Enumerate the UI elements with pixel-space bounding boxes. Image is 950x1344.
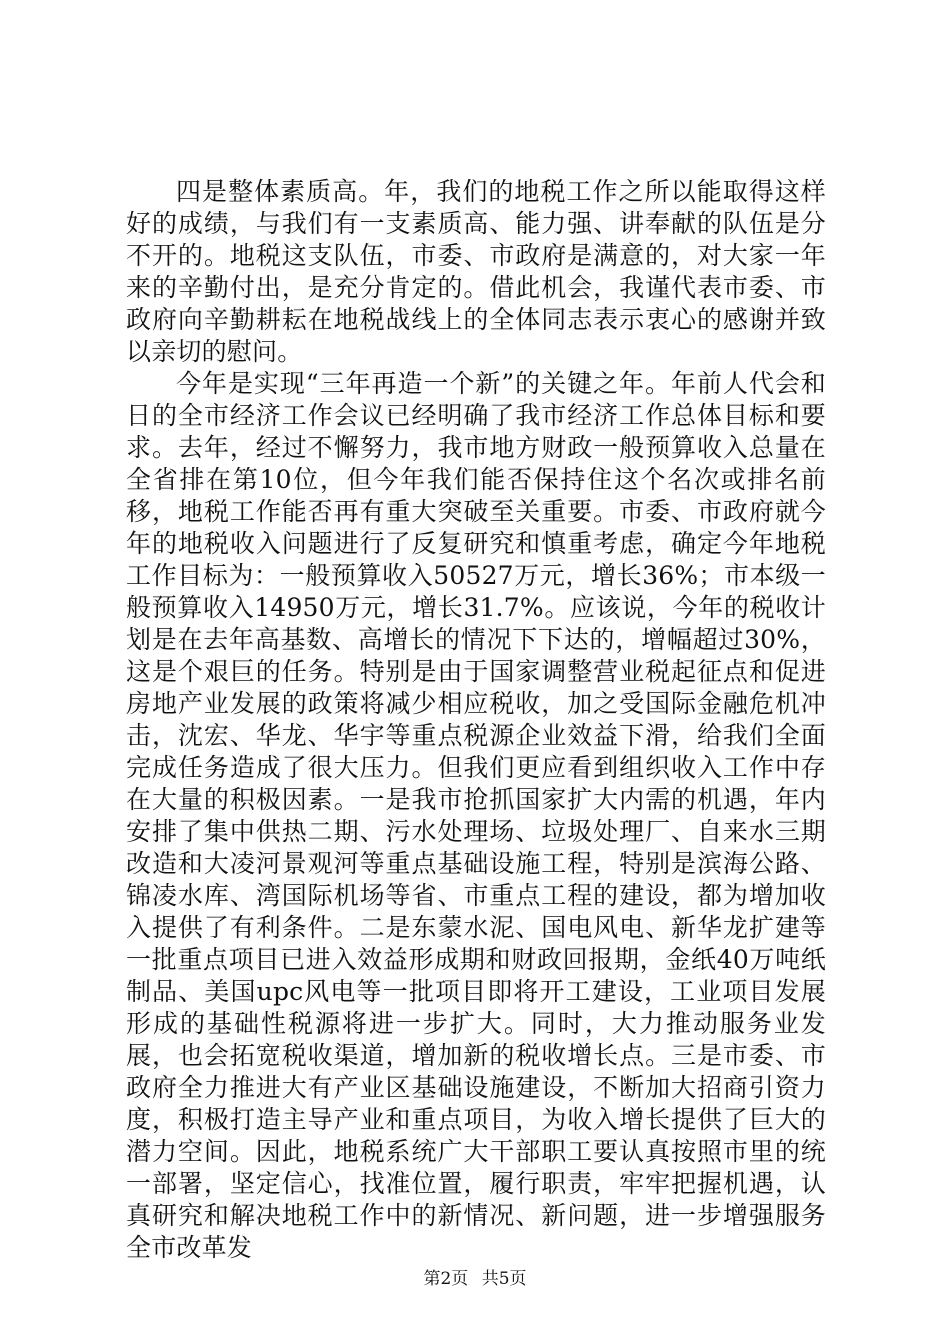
page-number: 第2页 <box>423 1269 469 1289</box>
page-footer <box>0 1264 950 1289</box>
paragraph-1: 四是整体素质高。年，我们的地税工作之所以能取得这样好的成绩，与我们有一支素质高、能力强、讲奉献的队伍是分不开的。地税这支队伍，市委、市政府是满意的，对大家一年来的辛勤付出，是充分肯定的。借此机会，我谨代表市委、市政府向辛勤耕耘在地税战线上的全体同志表示衷心的感谢并致以亲切的慰问。 <box>126 177 826 366</box>
document-body <box>126 176 826 1264</box>
paragraph-2: 今年是实现“三年再造一个新”的关键之年。年前人代会和日的全市经济工作会议已经明确了我市经济工作总体目标和要求。去年，经过不懈努力，我市地方财政一般预算收入总量在全省排在第10位，但今年我们能否保持住这个名次或排名前移，地税工作能否再有重大突破至关重要。市委、市政府就今年的地税收入问题进行了反复研究和慎重考虑，确定今年地税工作目标为：一般预算收入50527万元，增长36%；市本级一般预算收入14950万元，增长31.7%。应该说，今年的税收计划是在去年高基数、高增长的情况下下达的，增幅超过30%，这是个艰巨的任务。特别是由于国家调整营业税起征点和促进房地产业发展的政策将减少相应税收，加之受国际金融危机冲击，沈宏、华龙、华宇等重点税源企业效益下滑，给我们全面完成任务造成了很大压力。但我们更应看到组织收入工作中存在大量的积极因素。一是我市抢抓国家扩大内需的机遇，年内安排了集中供热二期、污水处理场、垃圾处理厂、自来水三期改造和大凌河景观河等重点基础设施工程，特别是滨海公路、锦凌水库、湾国际机场等省、市重点工程的建设，都为增加收入提供了有利条件。二是东蒙水泥、国电风电、新华龙扩建等一批重点项目已进入效益形成期和财政回报期，金纸40万吨纸制品、美国upc风电等一批项目即将开工建设，工业项目发展形成的基础性税源将进一步扩大。同时，大力推动服务业发展，也会拓宽税收渠道，增加新的税收增长点。三是市委、市政府全力推进大有产业区基础设施建设，不断加大招商引资力度，积极打造主导产业和重点项目，为收入增长提供了巨大的潜力空间。因此，地税系统广大干部职工要认真按照市里的统一部署，坚定信心，找准位置，履行职责，牢牢把握机遇，认真研究和解决地税工作中的新情况、新问题，进一步增强服务全市改革发 <box>126 369 826 1262</box>
page-total: 共5页 <box>481 1269 527 1289</box>
